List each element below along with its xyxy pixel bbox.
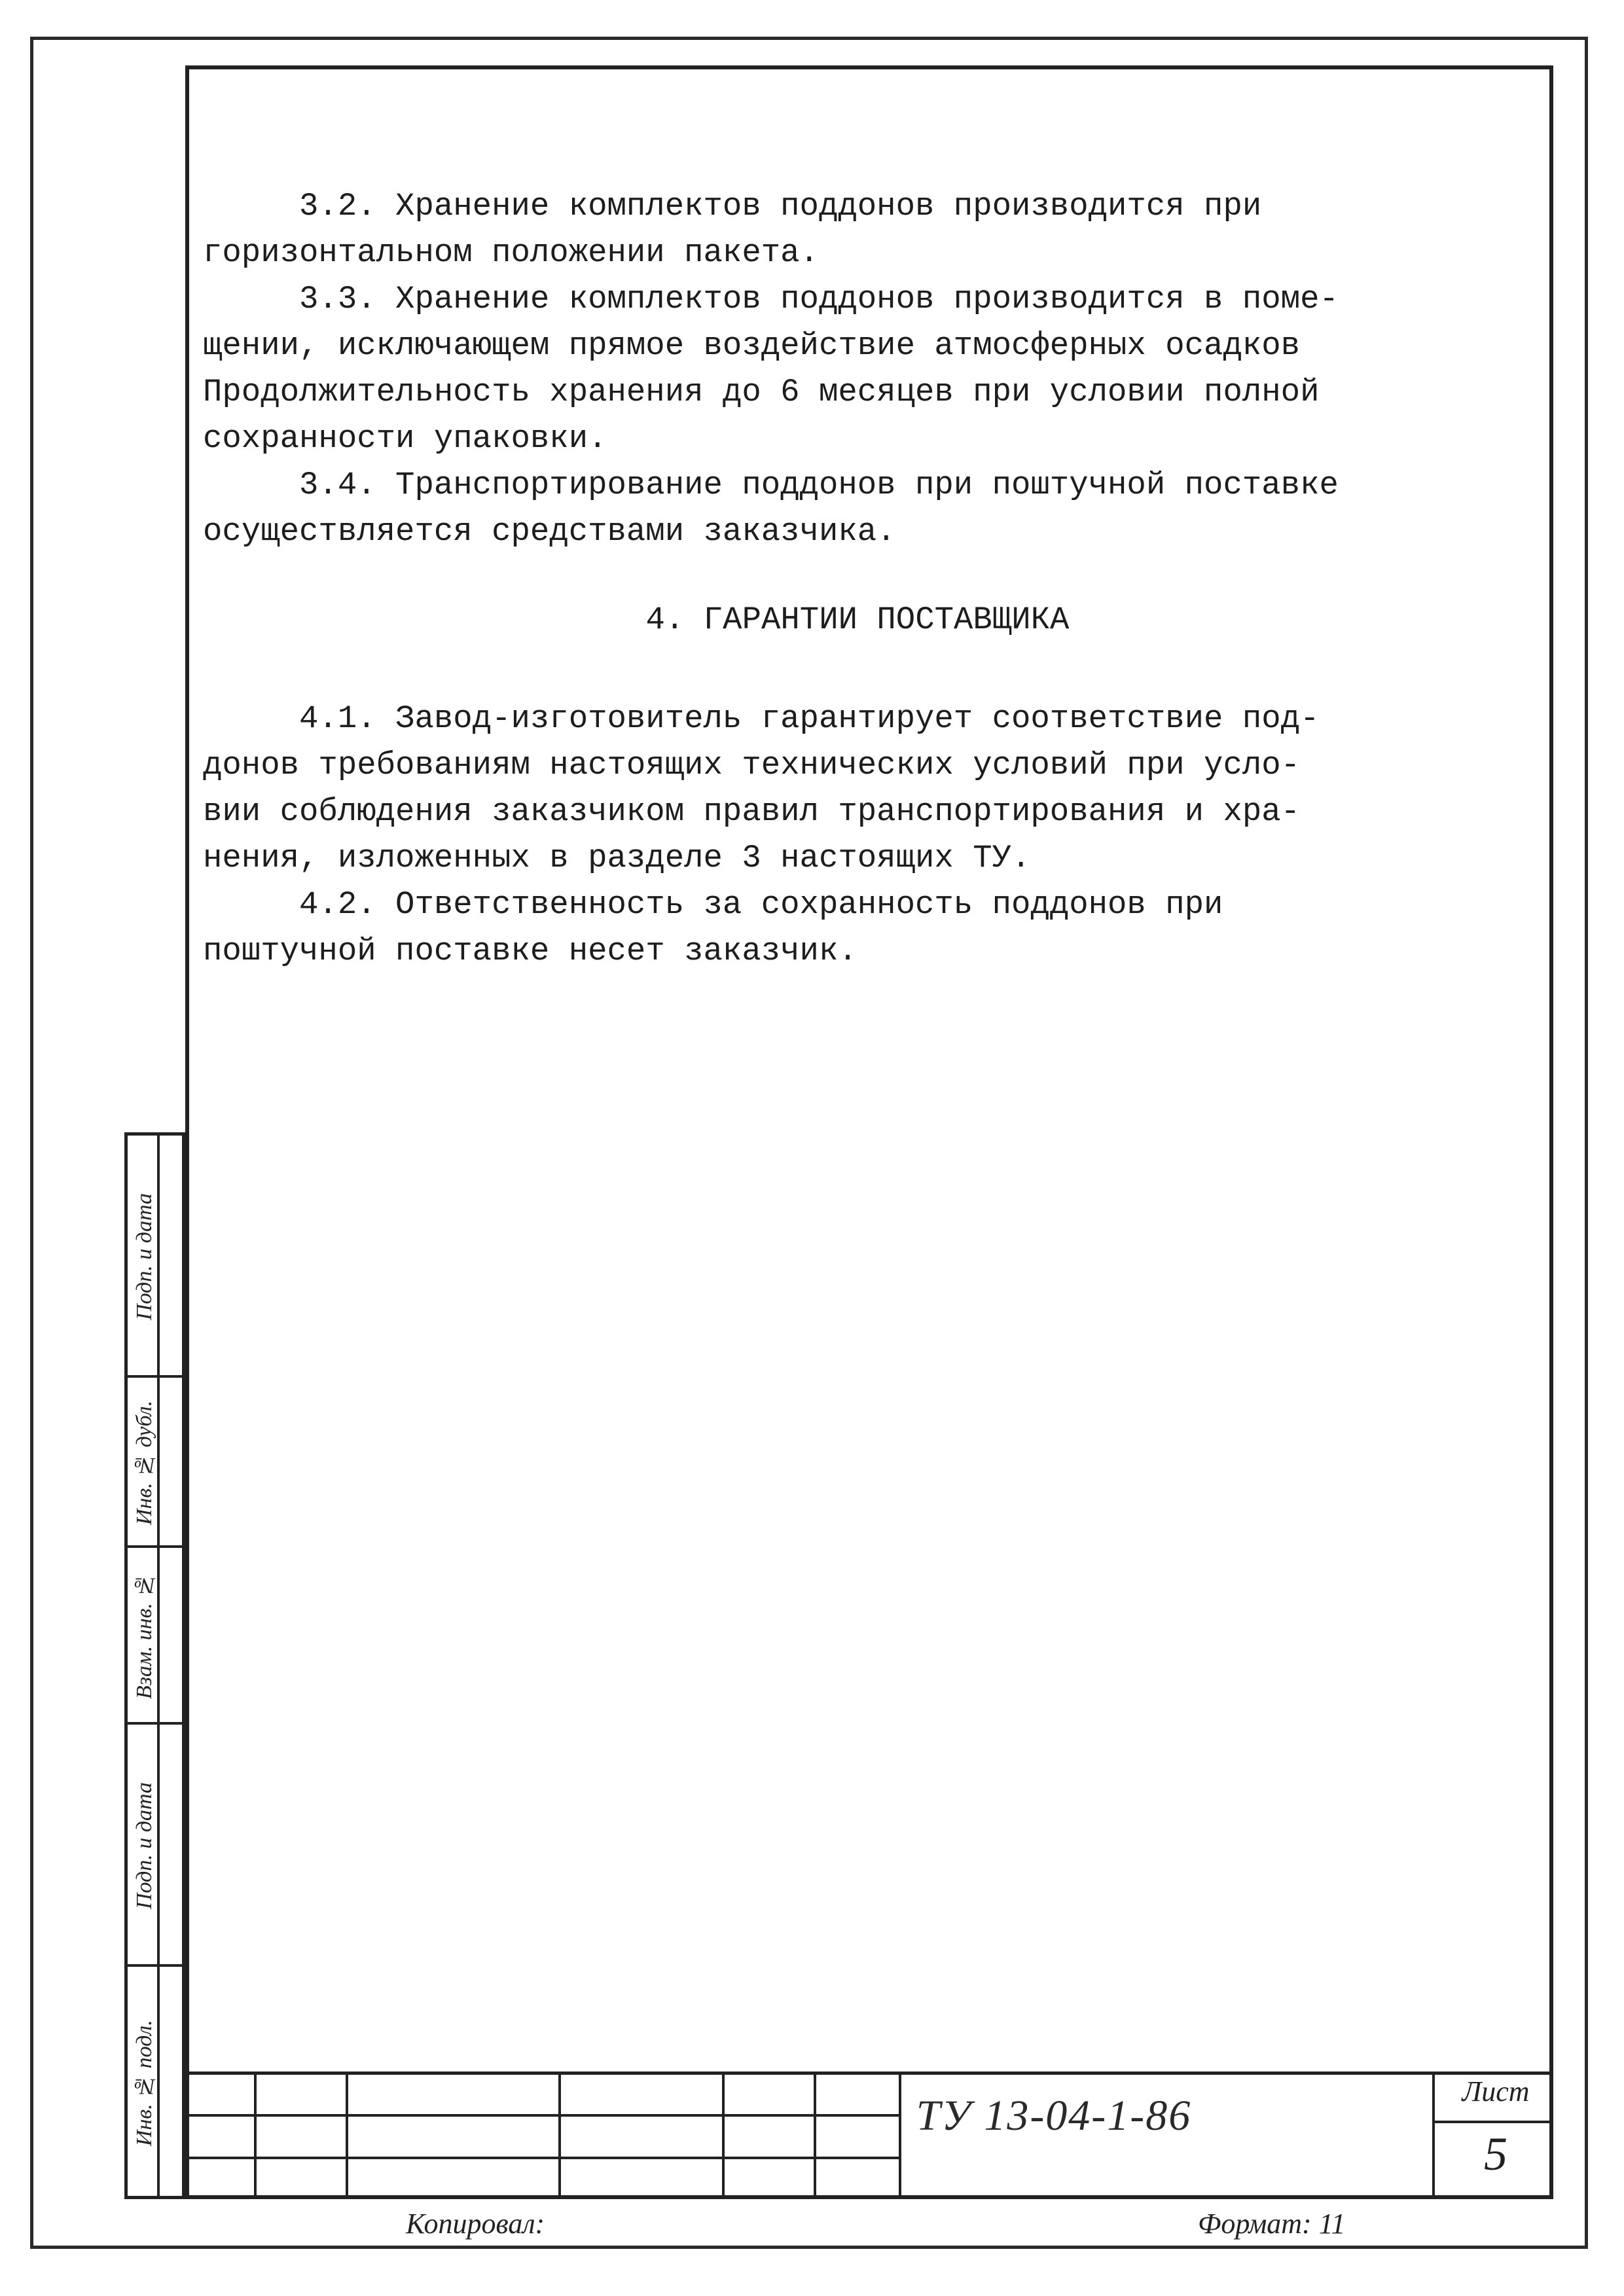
body-line: нения, изложенных в разделе 3 настоящих ТУ. (203, 840, 1031, 876)
body-line: 3.4. Транспортирование поддонов при поштучной поставке (203, 467, 1339, 503)
sheet-number: 5 (1484, 2128, 1507, 2180)
title-block-rule (185, 2157, 899, 2159)
title-block-rule (814, 2075, 816, 2199)
document-code: ТУ 13-04-1-86 (916, 2092, 1192, 2140)
body-line: сохранности упаковки. (203, 420, 607, 457)
body-line: поштучной поставке несет заказчик. (203, 933, 857, 969)
title-block-rule (558, 2075, 561, 2199)
side-stamp-label: Взам. инв. № (132, 1573, 156, 1700)
title-block-rule (185, 2114, 899, 2117)
sheet-label: Лист (1462, 2075, 1530, 2108)
document-body (203, 183, 1512, 975)
body-line: 3.2. Хранение комплектов поддонов производится при (203, 188, 1262, 224)
side-stamp-label: Инв. № подл. (132, 2020, 156, 2146)
title-block-rule (1432, 2121, 1553, 2123)
side-stamp-label: Инв. № дубл. (132, 1400, 156, 1526)
title-block (185, 2072, 1553, 2199)
format-label: Формат: 11 (1198, 2208, 1346, 2240)
copied-label: Копировал: (406, 2208, 545, 2240)
body-line: 3.3. Хранение комплектов поддонов производится в поме- (203, 281, 1339, 317)
side-stamp (124, 1132, 185, 2199)
body-line: Продолжительность хранения до 6 месяцев при условии полной (203, 374, 1320, 410)
body-line: осуществляется средствами заказчика. (203, 513, 896, 550)
section-title: 4. ГАРАНТИИ ПОСТАВЩИКА (645, 601, 1070, 638)
title-block-rule (1432, 2075, 1435, 2199)
side-stamp-label: Подп. и дата (132, 1193, 156, 1320)
body-line: вии соблюдения заказчиком правил транспортирования и хра- (203, 793, 1301, 830)
body-line: донов требованиям настоящих технических условий при усло- (203, 747, 1301, 783)
title-block-rule (722, 2075, 725, 2199)
side-stamp-label: Подп. и дата (132, 1782, 156, 1909)
title-block-rule (346, 2075, 348, 2199)
body-line: 4.2. Ответственность за сохранность поддонов при (203, 886, 1223, 923)
title-block-rule (254, 2075, 257, 2199)
body-line: 4.1. Завод-изготовитель гарантирует соответствие под- (203, 700, 1320, 737)
body-line: горизонтальном положении пакета. (203, 234, 819, 271)
body-line: щении, исключающем прямое воздействие атмосферных осадков (203, 327, 1301, 364)
